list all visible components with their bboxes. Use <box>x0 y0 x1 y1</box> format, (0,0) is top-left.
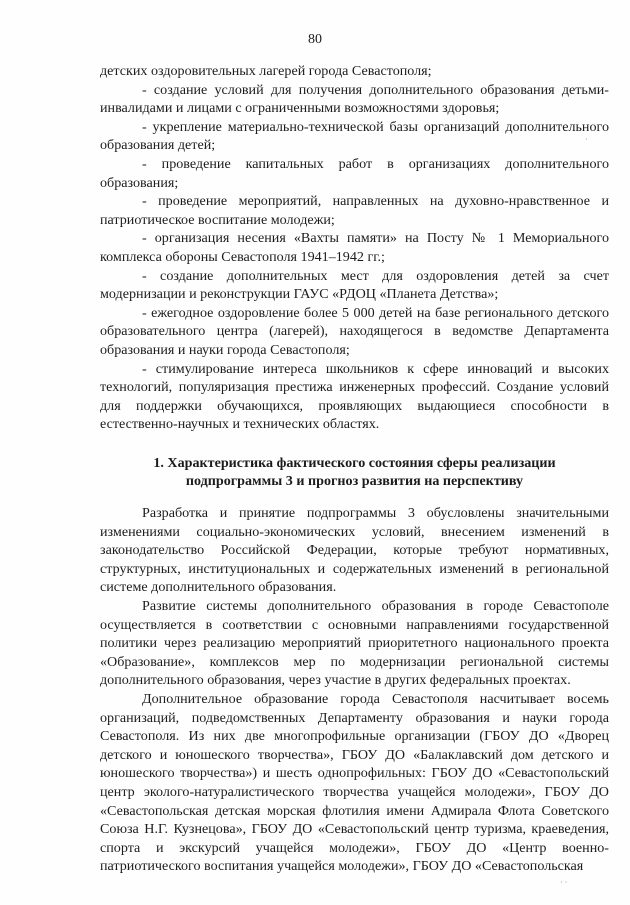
section-heading <box>100 454 609 491</box>
body-paragraph: Дополнительное образование города Севастополя насчитывает восемь организаций, подведомственных Департаменту образования и науки города Севастополя. Из них две многопрофильные организации (ГБОУ ДО «Дворец детского и юношеского творчества», ГБОУ ДО «Балаклавский дом детского и юношеского творчества») и шесть однопрофильных: ГБОУ ДО «Севастопольский центр эколого-натуралистического творчества учащейся молодежи», ГБОУ ДО «Севастопольская детская морская флотилия имени Адмирала Флота Советского Союза Н.Г. Кузнецова», ГБОУ ДО «Севастопольский центр туризма, краеведения, спорта и экскурсий учащейся молодежи», ГБОУ ДО «Центр военно-патриотического воспитания учащейся молодежи», ГБОУ ДО «Севастопольская <box>100 691 609 875</box>
page-number: 80 <box>308 32 322 47</box>
list-item: - проведение капитальных работ в организациях дополнительного образования; <box>100 155 609 191</box>
scan-speck: · <box>585 135 588 144</box>
list-item: - укрепление материально-технической базы организаций дополнительного образования детей; <box>100 118 609 154</box>
measures-list <box>100 81 609 434</box>
intro-continuation: детских оздоровительных лагерей города Севастополя; <box>100 63 432 79</box>
list-item: - ежегодное оздоровление более 5 000 детей на базе регионального детского образовательного центра (лагерей), находящегося в ведомстве Департамента образования и науки города Севастополя; <box>100 304 609 358</box>
list-item: - организация несения «Вахты памяти» на Посту № 1 Мемориального комплекса обороны Севастополя 1941–1942 гг.; <box>100 230 609 265</box>
list-item: - создание дополнительных мест для оздоровления детей за счет модернизации и реконструкции ГАУС «РДОЦ «Планета Детства»; <box>100 267 609 303</box>
page-body <box>100 62 609 876</box>
list-item: - проведение мероприятий, направленных на духовно-нравственное и патриотическое воспитание молодежи; <box>100 193 609 228</box>
section-heading-line: подпрограммы 3 и прогноз развития на перспективу <box>185 473 524 490</box>
list-item: - стимулирование интереса школьников к сфере инноваций и высоких технологий, популяризация престижа инженерных профессий. Создание условий для поддержки обучающихся, проявляющих выдающиеся способности в естественно-научных и технических областях. <box>100 360 609 433</box>
body-paragraph: Разработка и принятие подпрограммы 3 обусловлены значительными изменениями социально-экономических условий, внесением изменений в законодательство Российской Федерации, которые требуют нормативных, структурных, институциональных и содержательных изменений в региональной системе дополнительного образования. <box>100 505 609 596</box>
body-paragraph: Развитие системы дополнительного образования в городе Севастополе осуществляется в соответствии с основными направлениями государственной политики через реализацию мероприятий приоритетного национального проекта «Образование», комплексов мер по модернизации региональной системы дополнительного образования, через участие в других федеральных проектах. <box>100 598 609 689</box>
section-heading-line: 1. Характеристика фактического состояния сферы реализации <box>153 454 556 471</box>
scan-speck: · · <box>560 878 568 887</box>
list-item: - создание условий для получения дополнительного образования детьми-инвалидами и лицами с ограниченными возможностями здоровья; <box>100 81 609 117</box>
